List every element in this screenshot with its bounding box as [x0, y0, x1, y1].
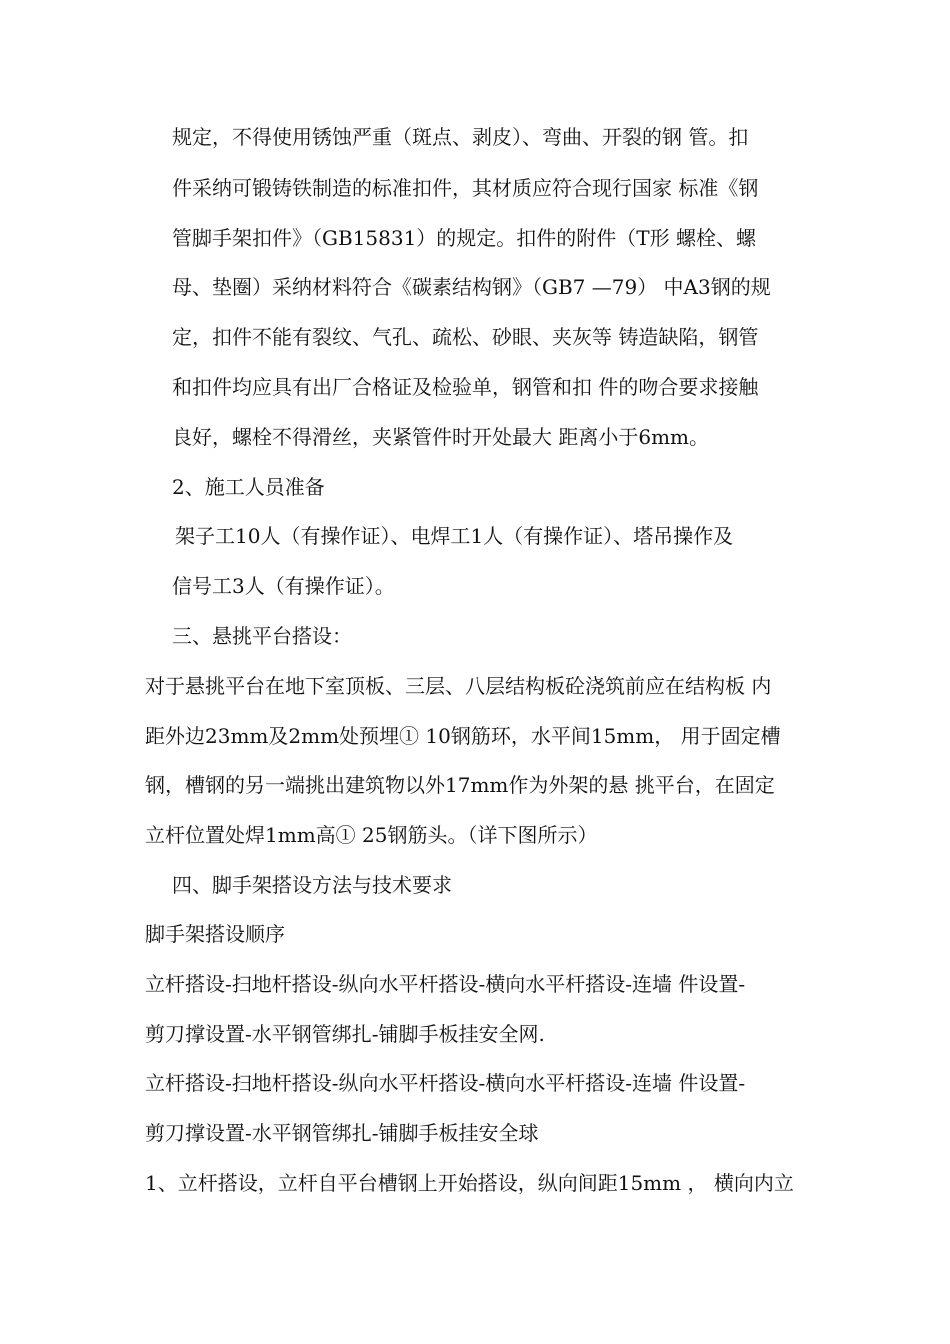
- text-line: 信号工3人（有操作证）。: [172, 574, 395, 598]
- text-line: 距外边23mm及2mm处预埋① 10钢筋环，水平间15mm， 用于固定槽: [145, 724, 781, 748]
- text-line: 立杆搭设-扫地杆搭设-纵向水平杆搭设-横向水平杆搭设-连墙 件设置-: [145, 1071, 746, 1095]
- text-line: 定，扣件不能有裂纹、气孔、疏松、砂眼、夹灰等 铸造缺陷，钢管: [172, 325, 759, 349]
- text-line: 管脚手架扣件》（GB15831）的规定。扣件的附件（T形 螺栓、螺: [172, 226, 756, 250]
- text-line: 立杆搭设-扫地杆搭设-纵向水平杆搭设-横向水平杆搭设-连墙 件设置-: [145, 972, 746, 996]
- sub-heading: 脚手架搭设顺序: [145, 922, 285, 946]
- text-line: 架子工10人（有操作证）、电焊工1人（有操作证）、塔吊操作及: [175, 524, 734, 548]
- text-line: 件采纳可锻铸铁制造的标准扣件，其材质应符合现行国家 标准《钢: [172, 176, 759, 200]
- section-heading: 四、脚手架搭设方法与技术要求: [172, 873, 452, 897]
- text-line: 剪刀撑设置-水平钢管绑扎-铺脚手板挂安全球: [145, 1121, 539, 1145]
- text-line: 对于悬挑平台在地下室顶板、三层、八层结构板砼浇筑前应在结构板 内: [145, 674, 772, 698]
- section-heading: 三、悬挑平台搭设：: [172, 624, 352, 648]
- text-line: 钢，槽钢的另一端挑出建筑物以外17mm作为外架的悬 挑平台，在固定: [145, 773, 775, 797]
- text-line: 规定，不得使用锈蚀严重（斑点、剥皮）、弯曲、开裂的钢 管。扣: [172, 125, 749, 149]
- section-heading: 2、施工人员准备: [172, 475, 325, 499]
- text-line: 立杆位置处焊1mm高① 25钢筋头。（详下图所示）: [145, 823, 598, 847]
- text-line: 剪刀撑设置-水平钢管绑扎-铺脚手板挂安全网.: [145, 1022, 545, 1046]
- text-line: 母、垫圈）采纳材料符合《碳素结构钢》（GB7 —79） 中A3钢的规: [172, 275, 771, 299]
- text-line: 1、立杆搭设，立杆自平台槽钢上开始搭设，纵向间距15mm ， 横向内立: [145, 1171, 794, 1195]
- text-line: 和扣件均应具有出厂合格证及检验单，钢管和扣 件的吻合要求接触: [172, 375, 759, 399]
- text-line: 良好，螺栓不得滑丝，夹紧管件时开处最大 距离小于6mm。: [172, 425, 710, 449]
